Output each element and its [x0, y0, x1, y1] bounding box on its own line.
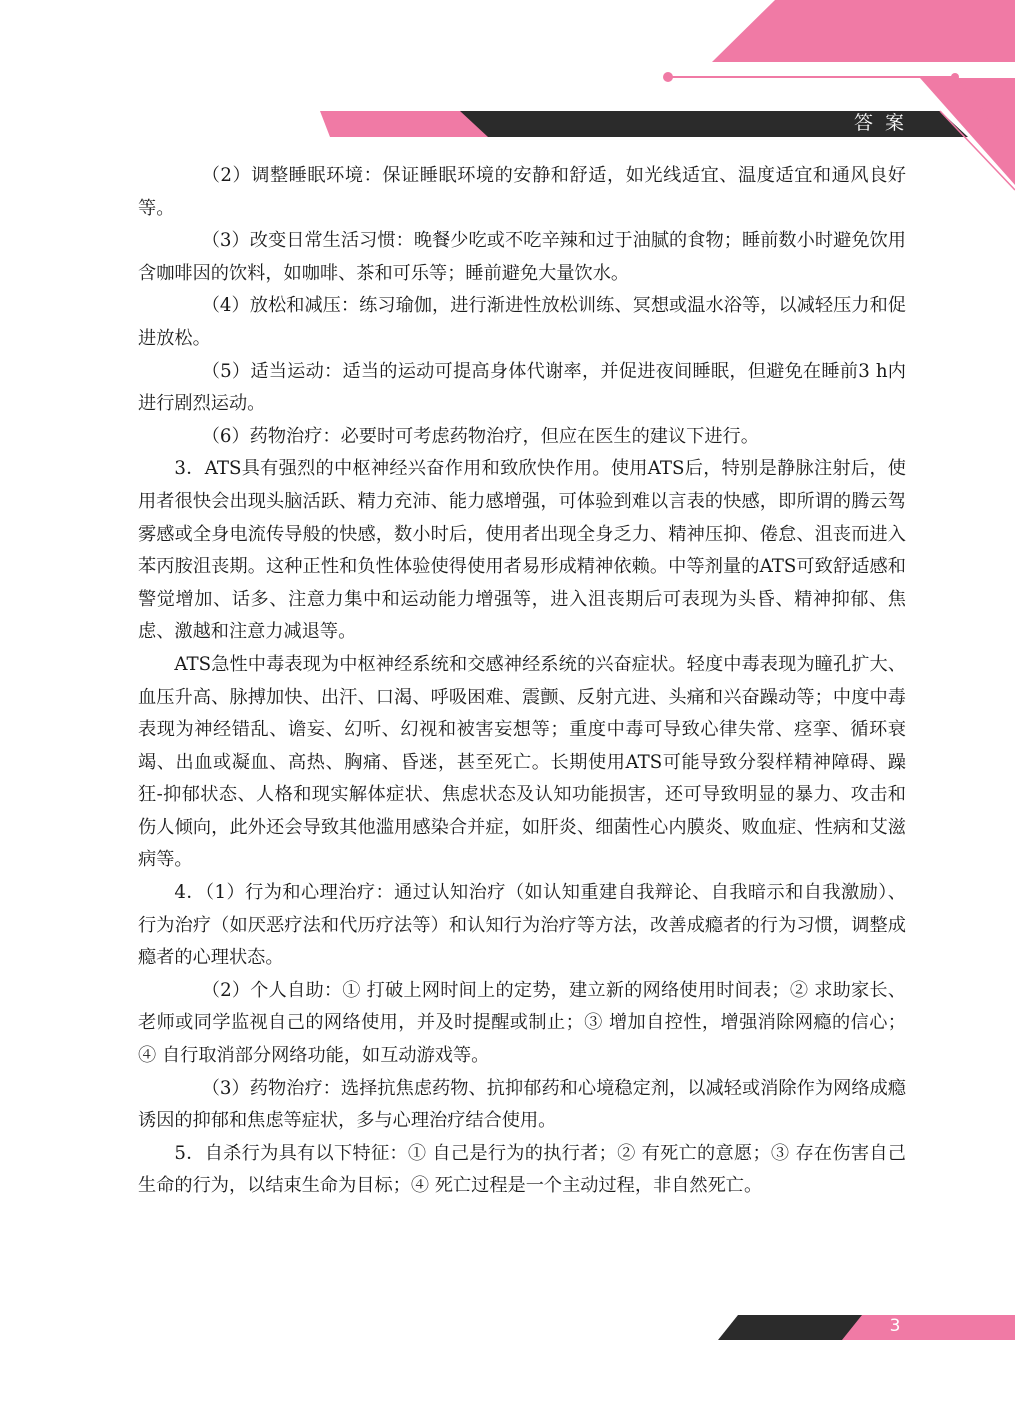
- answer-paragraph: （5）适当运动：适当的运动可提高身体代谢率，并促进夜间睡眠，但避免在睡前3 h内进行剧烈运动。: [138, 360, 906, 415]
- answer-paragraph: ATS急性中毒表现为中枢神经系统和交感神经系统的兴奋症状。轻度中毒表现为瞳孔扩大、血压升高、脉搏加快、出汗、口渴、呼吸困难、震颤、反射亢进、头痛和兴奋躁动等；中度中毒表现为神经错乱、谵妄、幻听、幻视和被害妄想等；重度中毒可导致心律失常、痉挛、循环衰竭、出血或凝血、高热、胸痛、昏迷，甚至死亡。长期使用ATS可能导致分裂样精神障碍、躁狂-抑郁状态、人格和现实解体症状、焦虑状态及认知功能损害，还可导致明显的暴力、攻击和伤人倾向，此外还会导致其他滥用感染合并症，如肝炎、细菌性心内膜炎、败血症、性病和艾滋病等。: [138, 653, 906, 871]
- header-connector-dot-left: [663, 72, 673, 82]
- answer-paragraph: （2）个人自助：① 打破上网时间上的定势，建立新的网络使用时间表；② 求助家长、老师或同学监视自己的网络使用，并及时提醒或制止；③ 增加自控性，增强消除网瘾的信心；④ 自行取消部分网络功能，如互动游戏等。: [138, 979, 906, 1067]
- answer-paragraph: （6）药物治疗：必要时可考虑药物治疗，但应在医生的建议下进行。: [201, 425, 759, 447]
- answer-paragraph: 4．（1）行为和心理治疗：通过认知治疗（如认知重建自我辩论、自我暗示和自我激励）、行为治疗（如厌恶疗法和代历疗法等）和认知行为治疗等方法，改善成瘾者的行为习惯，调整成瘾者的心理状态。: [138, 882, 906, 969]
- answer-paragraph: （4）放松和减压：练习瑜伽，进行渐进性放松训练、冥想或温水浴等，以减轻压力和促进放松。: [138, 295, 906, 349]
- answer-paragraph: （3）药物治疗：选择抗焦虑药物、抗抑郁药和心境稳定剂，以减轻或消除作为网络成瘾诱因的抑郁和焦虑等症状，多与心理治疗结合使用。: [138, 1077, 906, 1132]
- answer-paragraph: 5．自杀行为具有以下特征：① 自己是行为的执行者；② 有死亡的意愿；③ 存在伤害自己生命的行为，以结束生命为目标；④ 死亡过程是一个主动过程，非自然死亡。: [138, 1142, 906, 1197]
- answer-paragraph: 3．ATS具有强烈的中枢神经兴奋作用和致欣快作用。使用ATS后，特别是静脉注射后，使用者很快会出现头脑活跃、精力充沛、能力感增强，可体验到难以言表的快感，即所谓的腾云驾雾感或全身电流传导般的快感，数小时后，使用者出现全身乏力、精神压抑、倦怠、沮丧而进入苯丙胺沮丧期。这种正性和负性体验使得使用者易形成精神依赖。中等剂量的ATS可致舒适感和警觉增加、话多、注意力集中和运动能力增强等，进入沮丧期后可表现为头昏、精神抑郁、焦虑、激越和注意力减退等。: [138, 458, 906, 643]
- header-pink-top-band: [712, 0, 1015, 62]
- answer-paragraph: （3）改变日常生活习惯：晚餐少吃或不吃辛辣和过于油腻的食物；睡前数小时避免饮用含咖啡因的饮料，如咖啡、茶和可乐等；睡前避免大量饮水。: [138, 230, 906, 284]
- answer-paragraph: （2）调整睡眠环境：保证睡眠环境的安静和舒适，如光线适宜、温度适宜和通风良好等。: [138, 165, 906, 219]
- footer-pink-band: [842, 1315, 1015, 1340]
- answer-body: [138, 160, 906, 1203]
- page-number: 3: [889, 1316, 901, 1336]
- section-label: 答案: [853, 112, 916, 134]
